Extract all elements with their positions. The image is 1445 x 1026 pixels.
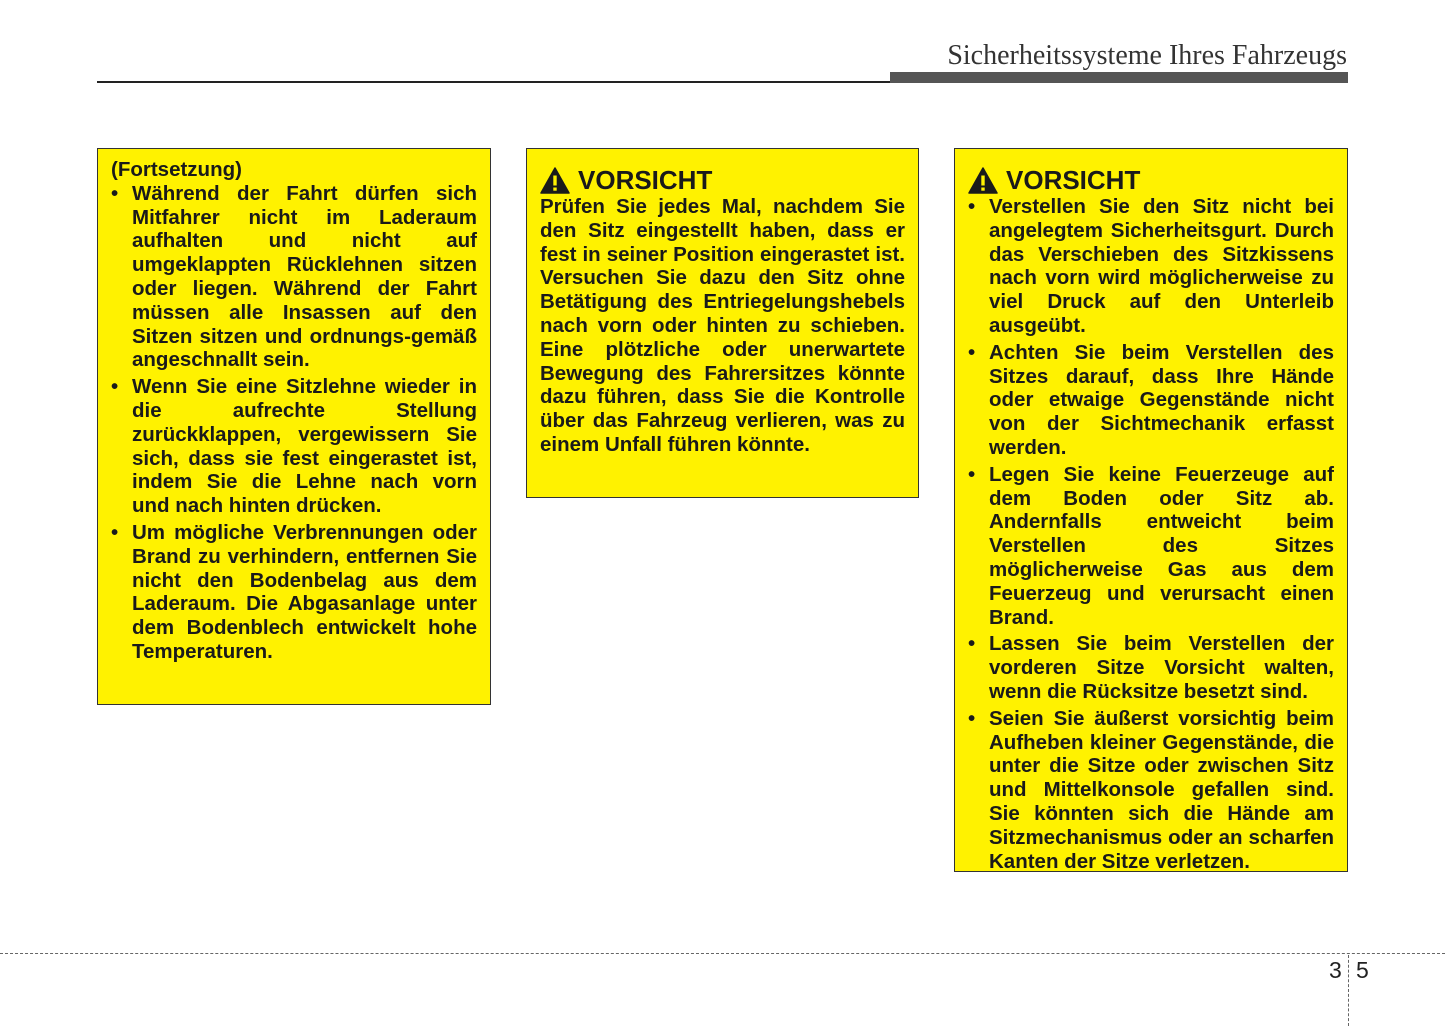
list-item: • Verstellen Sie den Sitz nicht bei angelegtem Sicherheitsgurt. Durch das Verschieben des Sitzkissens nach vorn wird möglicherweise zu viel Druck auf den Unterleib ausgeübt. [968, 195, 1334, 338]
list-item: • Während der Fahrt dürfen sich Mitfahrer nicht im Laderaum aufhalten und nicht auf umgeklappten Rücklehnen sitzen oder liegen. Während der Fahrt müssen alle Insassen auf den Sitzen sitzen und ordnungs-gemäß angeschnallt sein. [111, 182, 477, 372]
list-item: • Achten Sie beim Verstellen des Sitzes darauf, dass Ihre Hände oder etwaige Gegenstände nicht von der Sichtmechanik erfasst werden. [968, 341, 1334, 460]
warning-triangle-icon [540, 167, 570, 194]
footer-dashed-rule [0, 953, 1445, 954]
footer-page-divider [1348, 955, 1349, 1026]
caution-text: Prüfen Sie jedes Mal, nachdem Sie den Sitz eingestellt haben, dass er fest in seiner Position eingerastet ist. Versuchen Sie dazu den Sitz ohne Betätigung des Entriegelungshebels nach vorn oder hinten zu schieben. Eine plötzliche oder unerwartete Bewegung des Fahrersitzes könnte dazu führen, dass Sie die Kontrolle über das Fahrzeug verlieren, was zu einem Unfall führen könnte. [540, 195, 905, 456]
caution-heading [540, 165, 905, 195]
continued-warning-box [97, 148, 491, 705]
list-item: • Legen Sie keine Feuerzeuge auf dem Boden oder Sitz ab. Andernfalls entweicht beim Verstellen des Sitzes möglicherweise Gas aus dem Feuerzeug und verursacht einen Brand. [968, 463, 1334, 630]
continuation-label: (Fortsetzung) [111, 158, 242, 181]
header-rule [97, 81, 890, 83]
list-item: • Lassen Sie beim Verstellen der vorderen Sitze Vorsicht walten, wenn die Rücksitze besetzt sind. [968, 632, 1334, 703]
list-item: • Um mögliche Verbrennungen oder Brand zu verhindern, entfernen Sie nicht den Bodenbelag aus dem Laderaum. Die Abgasanlage unter dem Bodenblech entwickelt hohe Temperaturen. [111, 521, 477, 664]
page-header-title: Sicherheitssysteme Ihres Fahrzeugs [947, 40, 1347, 71]
list-item: • Wenn Sie eine Sitzlehne wieder in die aufrechte Stellung zurückklappen, vergewissern Sie sich, dass sie fest eingerastet ist, indem Sie die Lehne nach vorn und nach hinten drücken. [111, 375, 477, 518]
header-bar [890, 72, 1348, 83]
caution-heading-text: VORSICHT [1006, 165, 1141, 195]
chapter-number: 3 [1329, 957, 1342, 983]
bullet-list [968, 195, 1334, 873]
page-number: 5 [1356, 957, 1369, 983]
caution-heading-text: VORSICHT [578, 165, 713, 195]
caution-box-seat-lock [526, 148, 919, 498]
bullet-list [111, 182, 477, 664]
caution-heading [968, 165, 1334, 195]
warning-triangle-icon [968, 167, 998, 194]
list-item: • Seien Sie äußerst vorsichtig beim Aufheben kleiner Gegenstände, die unter die Sitze oder zwischen Sitz und Mittelkonsole gefallen sind. Sie könnten sich die Hände am Sitzmechanismus oder an scharfen Kanten der Sitze verletzen. [968, 707, 1334, 874]
caution-box-seat-adjust [954, 148, 1348, 872]
